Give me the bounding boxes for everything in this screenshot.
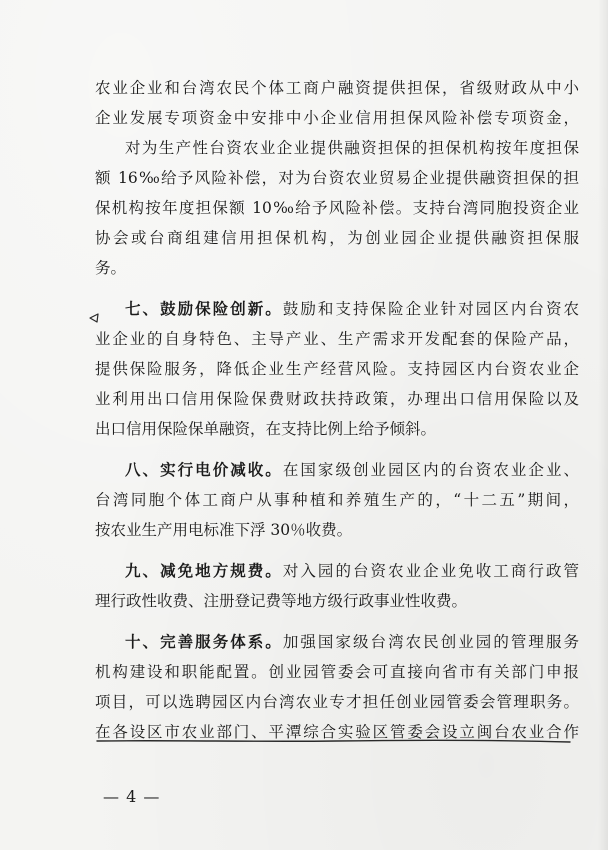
line-text: 在各设区市农业部门、平潭综合实验区管委会设立闽台农业合作	[95, 723, 579, 741]
section-7-heading: 七、鼓励保险创新。	[125, 299, 283, 318]
line-text: 企业发展专项资金中安排中小企业信用担保风险补偿专项资金，	[95, 109, 579, 127]
line-text: 理行政性收费、注册登记费等地方级行政事业性收费。	[95, 592, 468, 610]
document-body	[95, 73, 579, 747]
paragraph-line	[95, 354, 579, 384]
section-7-text: 鼓励和支持保险企业针对园区内台资农	[282, 300, 579, 318]
scan-edge-shadow	[598, 0, 608, 850]
line-text: 项目，可以选聘园区内台湾农业专才担任创业园管委会管理职务。	[95, 693, 579, 711]
line-text: 机构建设和职能配置。创业园管委会可直接向省市有关部门申报	[95, 663, 579, 681]
page-number: — 4 —	[103, 787, 161, 806]
paragraph-line	[95, 133, 579, 163]
line-text: 台湾同胞个体工商户从事种植和养殖生产的，“十二五”期间，	[95, 491, 579, 509]
section-10-heading: 十、完善服务体系。	[125, 632, 283, 651]
section-9-text: 对入园的台资农业企业免收工商行政管	[282, 562, 579, 580]
section-7-first-line	[95, 294, 579, 324]
paragraph-line	[95, 586, 579, 616]
paragraph-line	[95, 253, 579, 283]
line-text: 额 16‰给予风险补偿，对为台资农业贸易企业提供融资担保的担	[95, 169, 579, 187]
section-8-text: 在国家级创业园区内的台资农业企业、	[282, 461, 579, 479]
paragraph-line	[95, 687, 579, 717]
paragraph-line	[95, 657, 579, 687]
section-10-text: 加强国家级台湾农民创业园的管理服务	[282, 633, 579, 651]
paragraph-line	[95, 485, 579, 515]
paragraph-line	[95, 515, 579, 545]
line-text: 按农业生产用电标准下浮 30％收费。	[95, 521, 353, 539]
paragraph-line	[95, 73, 579, 103]
paragraph-line	[95, 193, 579, 223]
line-text: 出口信用保险保单融资，在支持比例上给予倾斜。	[95, 420, 437, 438]
line-text: 业利用出口信用保险保费财政扶持政策，办理出口信用保险以及	[95, 390, 579, 408]
paragraph-line	[95, 223, 579, 253]
line-text: 提供保险服务，降低企业生产经营风险。支持园区内台资农业企	[95, 360, 579, 378]
paragraph-line	[95, 324, 579, 354]
line-text: 对为生产性台资农业企业提供融资担保的担保机构按年度担保	[125, 139, 579, 157]
line-text: 业企业的自身特色、主导产业、生产需求开发配套的保险产品，	[95, 330, 579, 348]
paragraph-line	[95, 163, 579, 193]
line-text: 农业企业和台湾农民个体工商户融资提供担保，省级财政从中小	[95, 79, 579, 97]
section-9-first-line	[95, 556, 579, 586]
line-text: 协会或台商组建信用担保机构，为创业园企业提供融资担保服	[95, 229, 579, 247]
handwritten-underline	[96, 737, 571, 745]
section-9-heading: 九、减免地方规费。	[125, 561, 283, 580]
section-8-heading: 八、实行电价减收。	[125, 460, 283, 479]
line-text: 务。	[95, 259, 127, 277]
handwritten-triangle-mark	[89, 313, 99, 323]
section-8-first-line	[95, 455, 579, 485]
paragraph-line	[95, 103, 579, 133]
paragraph-line	[95, 384, 579, 414]
line-text: 保机构按年度担保额 10‰给予风险补偿。支持台湾同胞投资企业	[95, 199, 579, 217]
section-10-first-line	[95, 627, 579, 657]
paragraph-line	[95, 414, 579, 444]
